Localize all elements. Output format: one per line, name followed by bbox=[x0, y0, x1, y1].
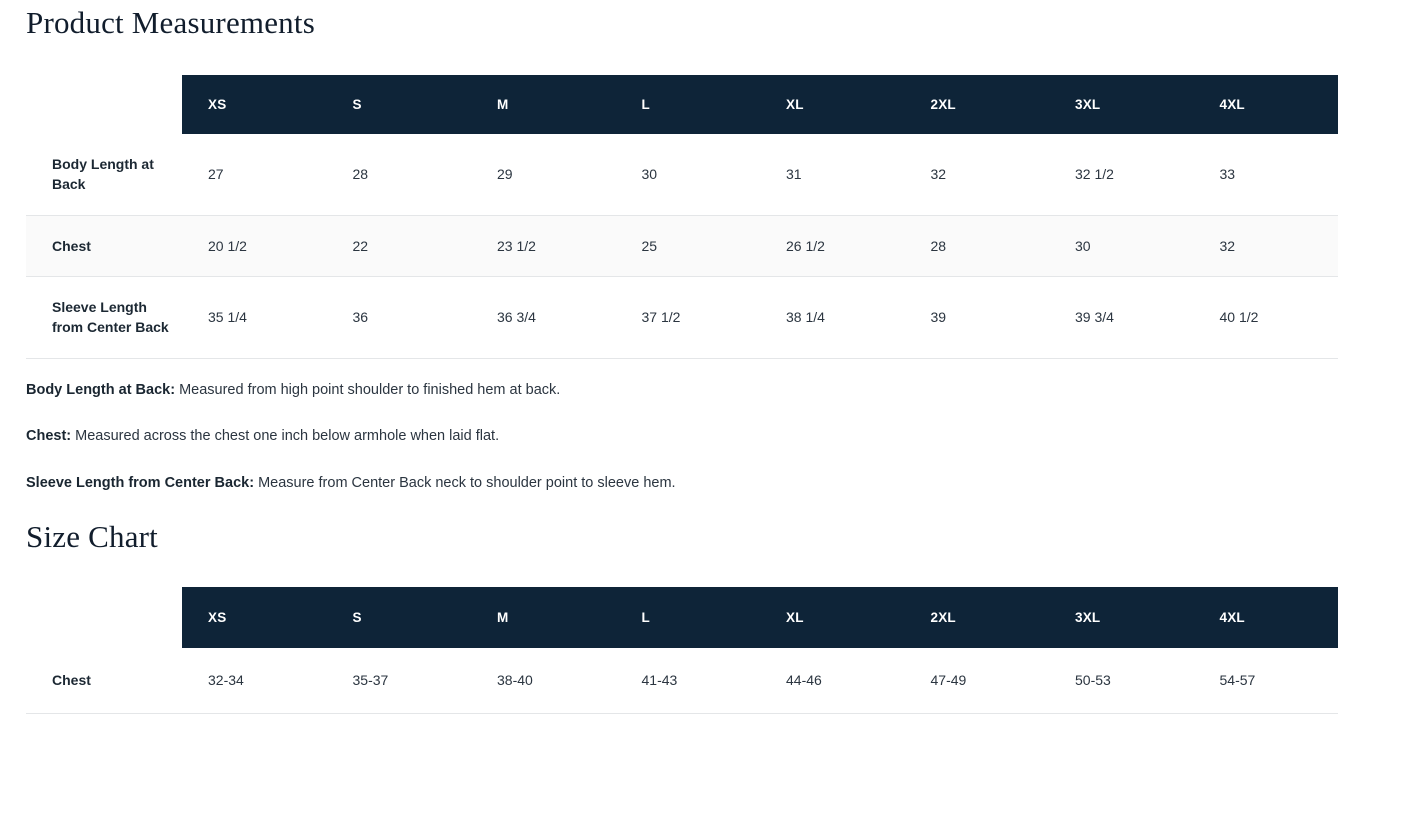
cell-chest-3xl: 30 bbox=[1049, 215, 1194, 276]
sizechart-column-header-m: M bbox=[471, 587, 616, 648]
row-label-sleeve-length: Sleeve Length from Center Back bbox=[26, 276, 182, 358]
row-label-chest: Chest bbox=[26, 215, 182, 276]
cell-sleeve-4xl: 40 1/2 bbox=[1194, 276, 1339, 358]
sizechart-column-header-3xl: 3XL bbox=[1049, 587, 1194, 648]
note-term-sleeve-length: Sleeve Length from Center Back: bbox=[26, 474, 255, 491]
note-term-chest: Chest: bbox=[26, 428, 72, 445]
column-header-s: S bbox=[327, 75, 472, 134]
row-label-body-length: Body Length at Back bbox=[26, 134, 182, 215]
table-corner-cell bbox=[26, 75, 182, 134]
cell-body-length-3xl: 32 1/2 bbox=[1049, 134, 1194, 215]
column-header-m: M bbox=[471, 75, 616, 134]
column-header-l: L bbox=[616, 75, 761, 134]
sizechart-column-header-2xl: 2XL bbox=[905, 587, 1050, 648]
cell-sleeve-m: 36 3/4 bbox=[471, 276, 616, 358]
cell-body-length-2xl: 32 bbox=[905, 134, 1050, 215]
sizechart-cell-chest-l: 41-43 bbox=[616, 648, 761, 713]
cell-chest-s: 22 bbox=[327, 215, 472, 276]
table-header bbox=[26, 75, 1338, 134]
page-title-product-measurements: Product Measurements bbox=[26, 5, 315, 40]
table-row bbox=[26, 134, 1338, 215]
note-chest bbox=[26, 427, 1390, 447]
column-header-xs: XS bbox=[182, 75, 327, 134]
cell-sleeve-xl: 38 1/4 bbox=[760, 276, 905, 358]
cell-body-length-xl: 31 bbox=[760, 134, 905, 215]
sizechart-cell-chest-xs: 32-34 bbox=[182, 648, 327, 713]
note-text-chest: Measured across the chest one inch below armhole when laid flat. bbox=[71, 428, 500, 445]
note-sleeve-length bbox=[26, 474, 1390, 494]
sizechart-column-header-l: L bbox=[616, 587, 761, 648]
cell-sleeve-s: 36 bbox=[327, 276, 472, 358]
cell-body-length-4xl: 33 bbox=[1194, 134, 1339, 215]
sizechart-cell-chest-xl: 44-46 bbox=[760, 648, 905, 713]
table-corner-cell bbox=[26, 587, 182, 648]
cell-chest-2xl: 28 bbox=[905, 215, 1050, 276]
cell-chest-4xl: 32 bbox=[1194, 215, 1339, 276]
cell-chest-l: 25 bbox=[616, 215, 761, 276]
sizechart-cell-chest-m: 38-40 bbox=[471, 648, 616, 713]
sizechart-row-label-chest: Chest bbox=[26, 648, 182, 713]
cell-sleeve-xs: 35 1/4 bbox=[182, 276, 327, 358]
column-header-xl: XL bbox=[760, 75, 905, 134]
product-measurements-table bbox=[26, 75, 1338, 358]
note-term-body-length: Body Length at Back: bbox=[26, 381, 176, 398]
cell-chest-xl: 26 1/2 bbox=[760, 215, 905, 276]
cell-chest-m: 23 1/2 bbox=[471, 215, 616, 276]
table-header bbox=[26, 587, 1338, 648]
table-header-row bbox=[26, 75, 1338, 134]
column-header-2xl: 2XL bbox=[905, 75, 1050, 134]
cell-body-length-l: 30 bbox=[616, 134, 761, 215]
sizechart-cell-chest-s: 35-37 bbox=[327, 648, 472, 713]
note-text-body-length: Measured from high point shoulder to finished hem at back. bbox=[175, 381, 561, 398]
sizechart-column-header-xs: XS bbox=[182, 587, 327, 648]
size-chart-table bbox=[26, 587, 1338, 713]
cell-sleeve-l: 37 1/2 bbox=[616, 276, 761, 358]
sizechart-cell-chest-4xl: 54-57 bbox=[1194, 648, 1339, 713]
sizechart-cell-chest-3xl: 50-53 bbox=[1049, 648, 1194, 713]
table-row bbox=[26, 648, 1338, 713]
sizechart-column-header-s: S bbox=[327, 587, 472, 648]
table-row bbox=[26, 215, 1338, 276]
table-body bbox=[26, 134, 1338, 358]
table-body bbox=[26, 648, 1338, 713]
cell-body-length-s: 28 bbox=[327, 134, 472, 215]
sizechart-column-header-xl: XL bbox=[760, 587, 905, 648]
cell-body-length-xs: 27 bbox=[182, 134, 327, 215]
note-text-sleeve-length: Measure from Center Back neck to shoulder point to sleeve hem. bbox=[254, 474, 676, 491]
cell-sleeve-2xl: 39 bbox=[905, 276, 1050, 358]
cell-chest-xs: 20 1/2 bbox=[182, 215, 327, 276]
column-header-4xl: 4XL bbox=[1194, 75, 1339, 134]
measurement-notes bbox=[26, 381, 1390, 494]
page-title-size-chart: Size Chart bbox=[26, 519, 158, 555]
note-body-length bbox=[26, 381, 1390, 401]
table-header-row bbox=[26, 587, 1338, 648]
cell-body-length-m: 29 bbox=[471, 134, 616, 215]
sizechart-column-header-4xl: 4XL bbox=[1194, 587, 1339, 648]
cell-sleeve-3xl: 39 3/4 bbox=[1049, 276, 1194, 358]
sizechart-cell-chest-2xl: 47-49 bbox=[905, 648, 1050, 713]
table-row bbox=[26, 276, 1338, 358]
column-header-3xl: 3XL bbox=[1049, 75, 1194, 134]
